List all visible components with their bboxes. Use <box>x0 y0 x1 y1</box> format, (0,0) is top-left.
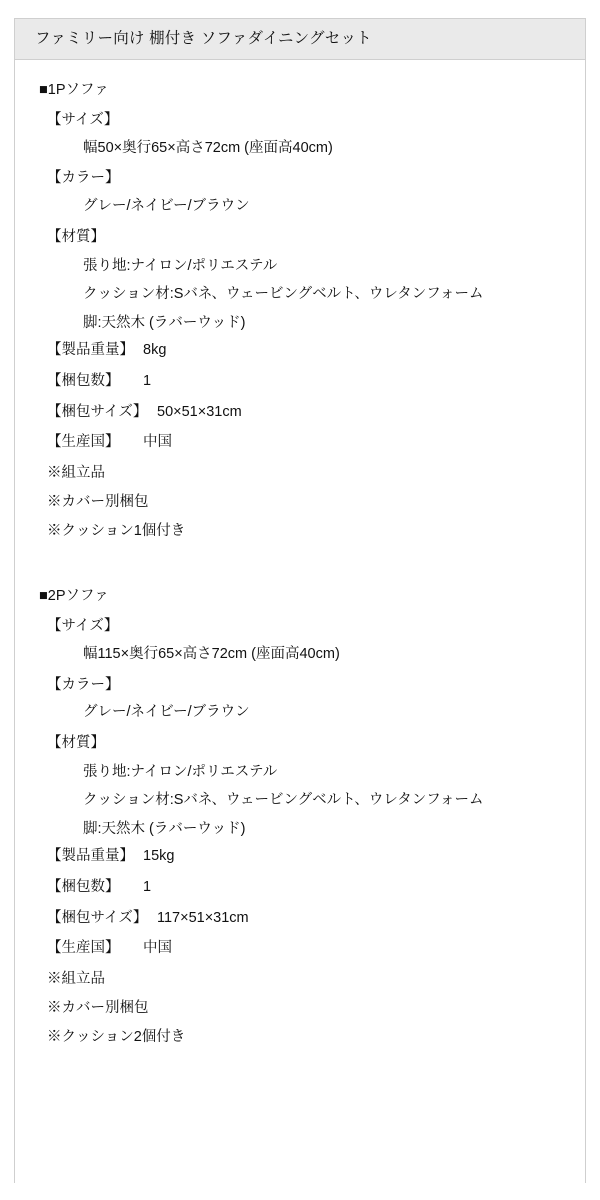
spec-sheet-frame <box>14 18 586 1183</box>
material-value: 張り地:ナイロン/ポリエステル <box>83 257 278 274</box>
weight-row <box>47 846 567 868</box>
material-label: 【材質】 <box>47 735 105 752</box>
origin-label: 【生産国】 <box>47 940 120 957</box>
note: ※組立品 <box>47 971 105 988</box>
size-value: 幅50×奥行65×高さ72cm (座面高40cm) <box>83 139 333 156</box>
weight-row <box>47 340 567 362</box>
note: ※クッション2個付き <box>47 1028 186 1045</box>
weight-label: 【製品重量】 <box>47 848 134 865</box>
spec-sheet-body <box>15 60 585 1076</box>
weight-label: 【製品重量】 <box>47 342 134 359</box>
note: ※カバー別梱包 <box>47 999 149 1016</box>
origin-label: 【生産国】 <box>47 434 120 451</box>
size-label: 【サイズ】 <box>47 111 119 128</box>
product-heading: ■2Pソファ <box>39 588 109 605</box>
origin-row <box>47 432 567 454</box>
package-size-label: 【梱包サイズ】 <box>47 909 148 926</box>
color-label: 【カラー】 <box>47 170 120 187</box>
product-block-1p-sofa <box>33 80 567 542</box>
weight-value: 15kg <box>143 848 175 865</box>
material-value: 脚:天然木 (ラバーウッド) <box>83 314 246 331</box>
material-value-list <box>83 761 567 840</box>
material-value: 脚:天然木 (ラバーウッド) <box>83 820 246 837</box>
note: ※組立品 <box>47 465 105 482</box>
size-label: 【サイズ】 <box>47 618 119 635</box>
package-count-label: 【梱包数】 <box>47 878 120 895</box>
weight-value: 8kg <box>143 342 167 359</box>
package-size-value: 50×51×31cm <box>157 403 242 420</box>
material-value-list <box>83 255 567 334</box>
material-value: クッション材:Sバネ、ウェービングベルト、ウレタンフォーム <box>83 286 484 303</box>
package-size-row <box>47 908 567 930</box>
product-heading: ■1Pソファ <box>39 82 109 99</box>
package-count-value: 1 <box>143 372 152 389</box>
package-count-label: 【梱包数】 <box>47 372 120 389</box>
origin-value: 中国 <box>143 434 172 451</box>
package-count-row <box>47 877 567 899</box>
origin-row <box>47 938 567 960</box>
size-value: 幅115×奥行65×高さ72cm (座面高40cm) <box>83 645 340 662</box>
note: ※クッション1個付き <box>47 522 186 539</box>
color-label: 【カラー】 <box>47 676 120 693</box>
package-size-label: 【梱包サイズ】 <box>47 403 148 420</box>
page-title: ファミリー向け 棚付き ソファダイニングセット <box>15 19 585 60</box>
product-block-2p-sofa <box>33 586 567 1048</box>
material-value: 張り地:ナイロン/ポリエステル <box>83 763 278 780</box>
note: ※カバー別梱包 <box>47 493 149 510</box>
color-value: グレー/ネイビー/ブラウン <box>83 198 250 215</box>
package-count-row <box>47 371 567 393</box>
material-value: クッション材:Sバネ、ウェービングベルト、ウレタンフォーム <box>83 792 484 809</box>
material-label: 【材質】 <box>47 228 105 245</box>
section-divider-space <box>33 550 567 580</box>
bottom-space <box>33 1056 567 1076</box>
origin-value: 中国 <box>143 940 172 957</box>
package-count-value: 1 <box>143 878 152 895</box>
package-size-value: 117×51×31cm <box>157 909 249 926</box>
package-size-row <box>47 402 567 424</box>
color-value: グレー/ネイビー/ブラウン <box>83 704 250 721</box>
